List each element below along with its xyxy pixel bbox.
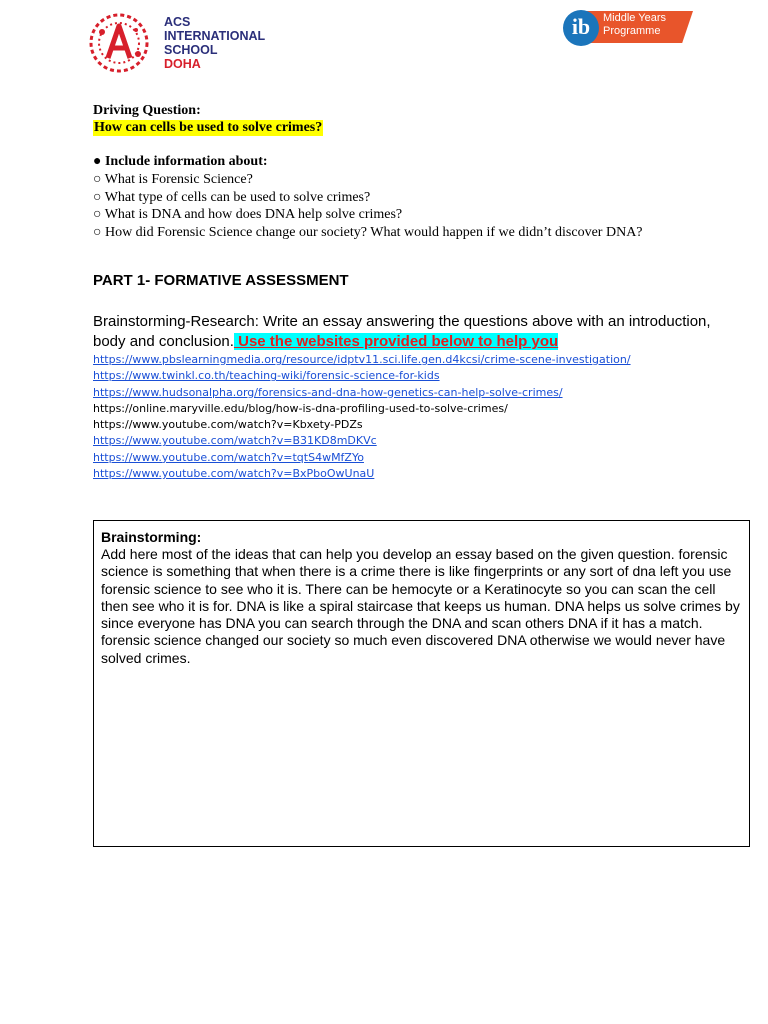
brainstorming-text[interactable]: Add here most of the ideas that can help you develop an essay based on the given question. forensic science is something that when there is a crime there is like fingerprints or any sort of dna left you use forensic science to see who it is. There can be hemocyte or a Keratinocyte so you can scan the cell then see who it is for. DNA is like a spiral staircase that keeps us human. DNA helps us solve crimes by since everyone has DNA you can search through the DNA and scan others DNA if it has a match. forensic science changed our society so much even discovered DNA otherwise we would never have solved crimes. [101,546,740,666]
acs-logo-line: INTERNATIONAL [164,29,266,43]
include-item: ○ What is DNA and how does DNA help solve crimes? [93,207,403,222]
acs-logo-line: DOHA [164,57,201,71]
include-item: ○ How did Forensic Science change our society? What would happen if we didn’t discover DNA? [93,224,643,240]
resource-link[interactable]: https://www.pbslearningmedia.org/resource/idptv11.sci.life.gen.d4kcsi/crime-scene-investigation/ [93,353,631,366]
resource-url-text: https://online.maryville.edu/blog/how-is-dna-profiling-used-to-solve-crimes/ [93,401,508,415]
ib-logo-line: Programme [603,24,661,37]
acs-school-logo [84,12,274,74]
acs-emblem-icon [84,12,154,74]
part1-intro-text: Brainstorming-Research: Write an essay answering the questions above with an introduction, body and conclusion. [93,313,711,350]
websites-help-link[interactable]: Use the websites provided below to help you [233,333,559,350]
include-item: ○ What is Forensic Science? [93,172,253,187]
resource-link[interactable]: https://www.youtube.com/watch?v=B31KD8mDKVc [93,434,377,448]
acs-logo-line: ACS [164,15,191,29]
part1-intro [93,312,743,352]
driving-question-text: How can cells be used to solve crimes? [94,120,323,135]
acs-logo-line: SCHOOL [164,43,218,57]
ib-logo-line: Middle Years [603,12,666,24]
acs-logo-text [164,15,265,71]
resource-link-list [93,352,631,482]
include-heading: ● Include information about: [93,154,268,169]
brainstorming-title: Brainstorming: [101,529,202,545]
ib-myp-logo [563,9,693,45]
include-list [93,171,643,241]
resource-link[interactable]: https://www.hudsonalpha.org/forensics-and-dna-how-genetics-can-help-solve-crimes/ [93,385,563,399]
brainstorming-box[interactable] [93,520,750,847]
ib-logo-text [603,12,666,37]
resource-link[interactable]: https://www.youtube.com/watch?v=tqtS4wMfZYo [93,450,364,464]
ib-mark-icon: ib [563,10,599,46]
resource-link[interactable]: https://www.twinkl.co.th/teaching-wiki/forensic-science-for-kids [93,369,440,383]
resource-url-text: https://www.youtube.com/watch?v=Kbxety-PDZs [93,418,363,432]
part1-title: PART 1- FORMATIVE ASSESSMENT [93,272,349,289]
resource-link[interactable]: https://www.youtube.com/watch?v=BxPboOwUnaU [93,467,375,481]
driving-question-label: Driving Question: [93,103,201,118]
include-item: ○ What type of cells can be used to solve crimes? [93,189,371,205]
